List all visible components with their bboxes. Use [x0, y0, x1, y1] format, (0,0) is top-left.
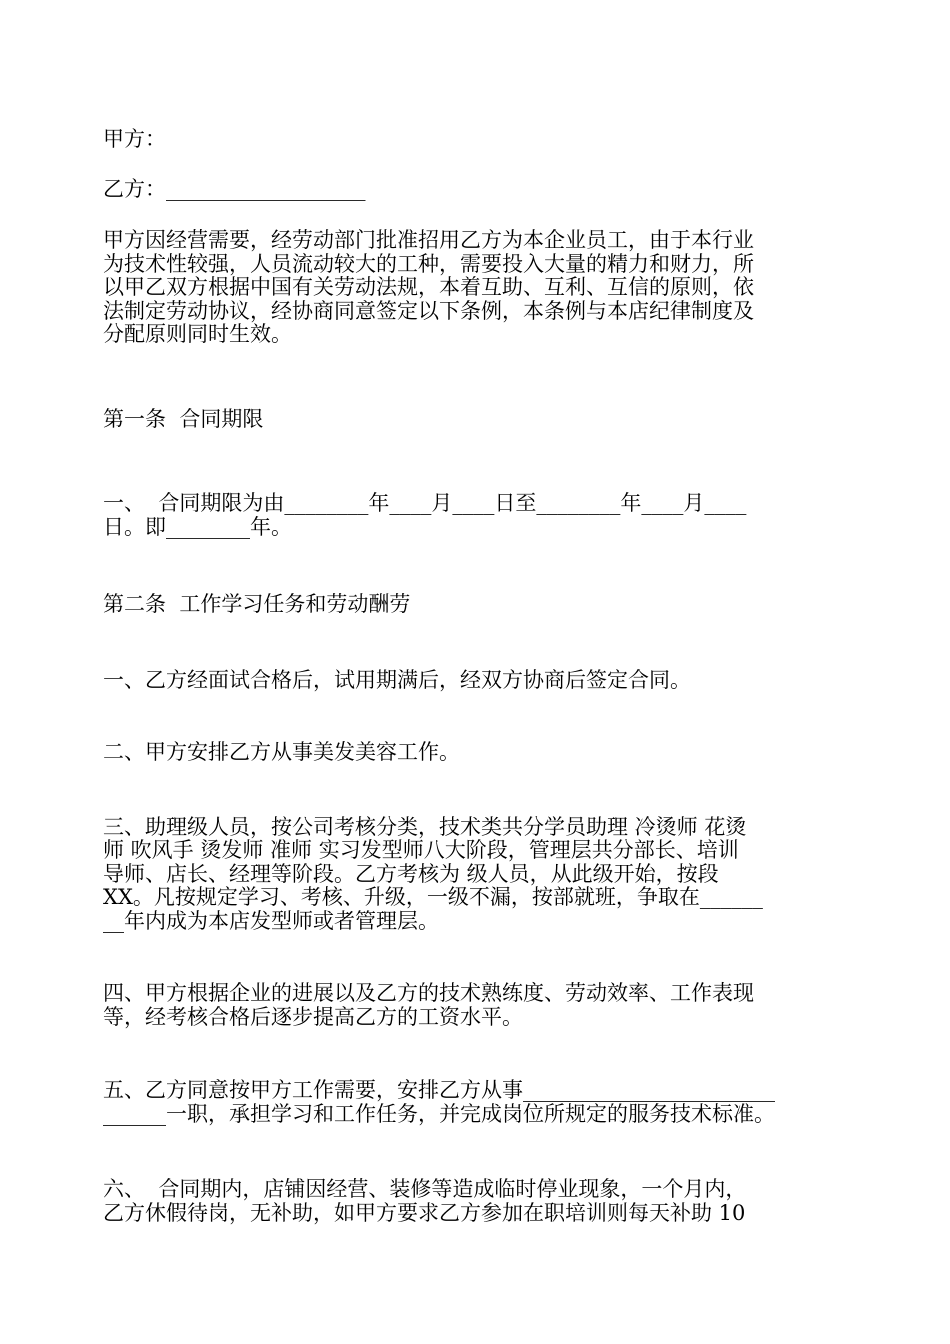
intro-line: 甲方因经营需要，经劳动部门批准招用乙方为本企业员工，由于本行业	[103, 228, 754, 252]
clause-line: 一、 合同期限为由________年____月____日至________年____月____	[103, 491, 747, 515]
article-2-clause-1: 一、乙方经面试合格后，试用期满后，经双方协商后签定合同。	[103, 667, 691, 692]
clause-line: ______一职，承担学习和工作任务，并完成岗位所规定的服务技术标准。	[103, 1101, 775, 1126]
contract-page	[103, 118, 853, 1225]
clause-line: 导师、店长、经理等阶段。乙方考核为 级人员，从此级开始，按段	[103, 861, 719, 886]
article-2-clause-3	[103, 816, 853, 934]
article-2-clause-6	[103, 1178, 853, 1225]
clause-line: 三、助理级人员，按公司考核分类，技术类共分学员助理 冷烫师 花烫	[103, 814, 747, 839]
party-b-line: 乙方：___________________	[103, 176, 366, 201]
clause-line: 四、甲方根据企业的进展以及乙方的技术熟练度、劳动效率、工作表现	[103, 981, 754, 1005]
article-2-heading: 第二条 工作学习任务和劳动酬劳	[103, 592, 411, 616]
clause-line: 日。即________年。	[103, 514, 292, 539]
intro-line: 法制定劳动协议，经协商同意签定以下条例，本条例与本店纪律制度及	[103, 298, 754, 323]
article-1-clause-1	[103, 492, 853, 539]
intro-paragraph	[103, 229, 853, 347]
intro-line: 以甲乙双方根据中国有关劳动法规，本着互助、互利、互信的原则，依	[103, 275, 754, 299]
clause-line: XX。凡按规定学习、考核、升级，一级不漏，按部就班，争取在______	[103, 885, 763, 909]
intro-line: 为技术性较强，人员流动较大的工种，需要投入大量的精力和财力，所	[103, 251, 754, 276]
article-2-clause-4	[103, 982, 853, 1029]
article-2-clause-2: 二、甲方安排乙方从事美发美容工作。	[103, 740, 460, 764]
party-a-line: 甲方：	[103, 127, 166, 151]
clause-line: __年内成为本店发型师或者管理层。	[103, 908, 439, 933]
article-1-heading: 第一条 合同期限	[103, 406, 264, 431]
clause-line: 等，经考核合格后逐步提高乙方的工资水平。	[103, 1004, 523, 1029]
article-2-clause-5	[103, 1079, 853, 1126]
clause-line: 六、 合同期内，店铺因经营、装修等造成临时停业现象，一个月内，	[103, 1177, 747, 1201]
clause-line: 五、乙方同意按甲方工作需要，安排乙方从事________________________	[103, 1078, 775, 1102]
intro-line: 分配原则同时生效。	[103, 322, 292, 346]
clause-line: 乙方休假待岗，无补助，如甲方要求乙方参加在职培训则每天补助 10	[103, 1200, 746, 1225]
clause-line: 师 吹风手 烫发师 准师 实习发型师八大阶段，管理层共分部长、培训	[103, 838, 739, 862]
